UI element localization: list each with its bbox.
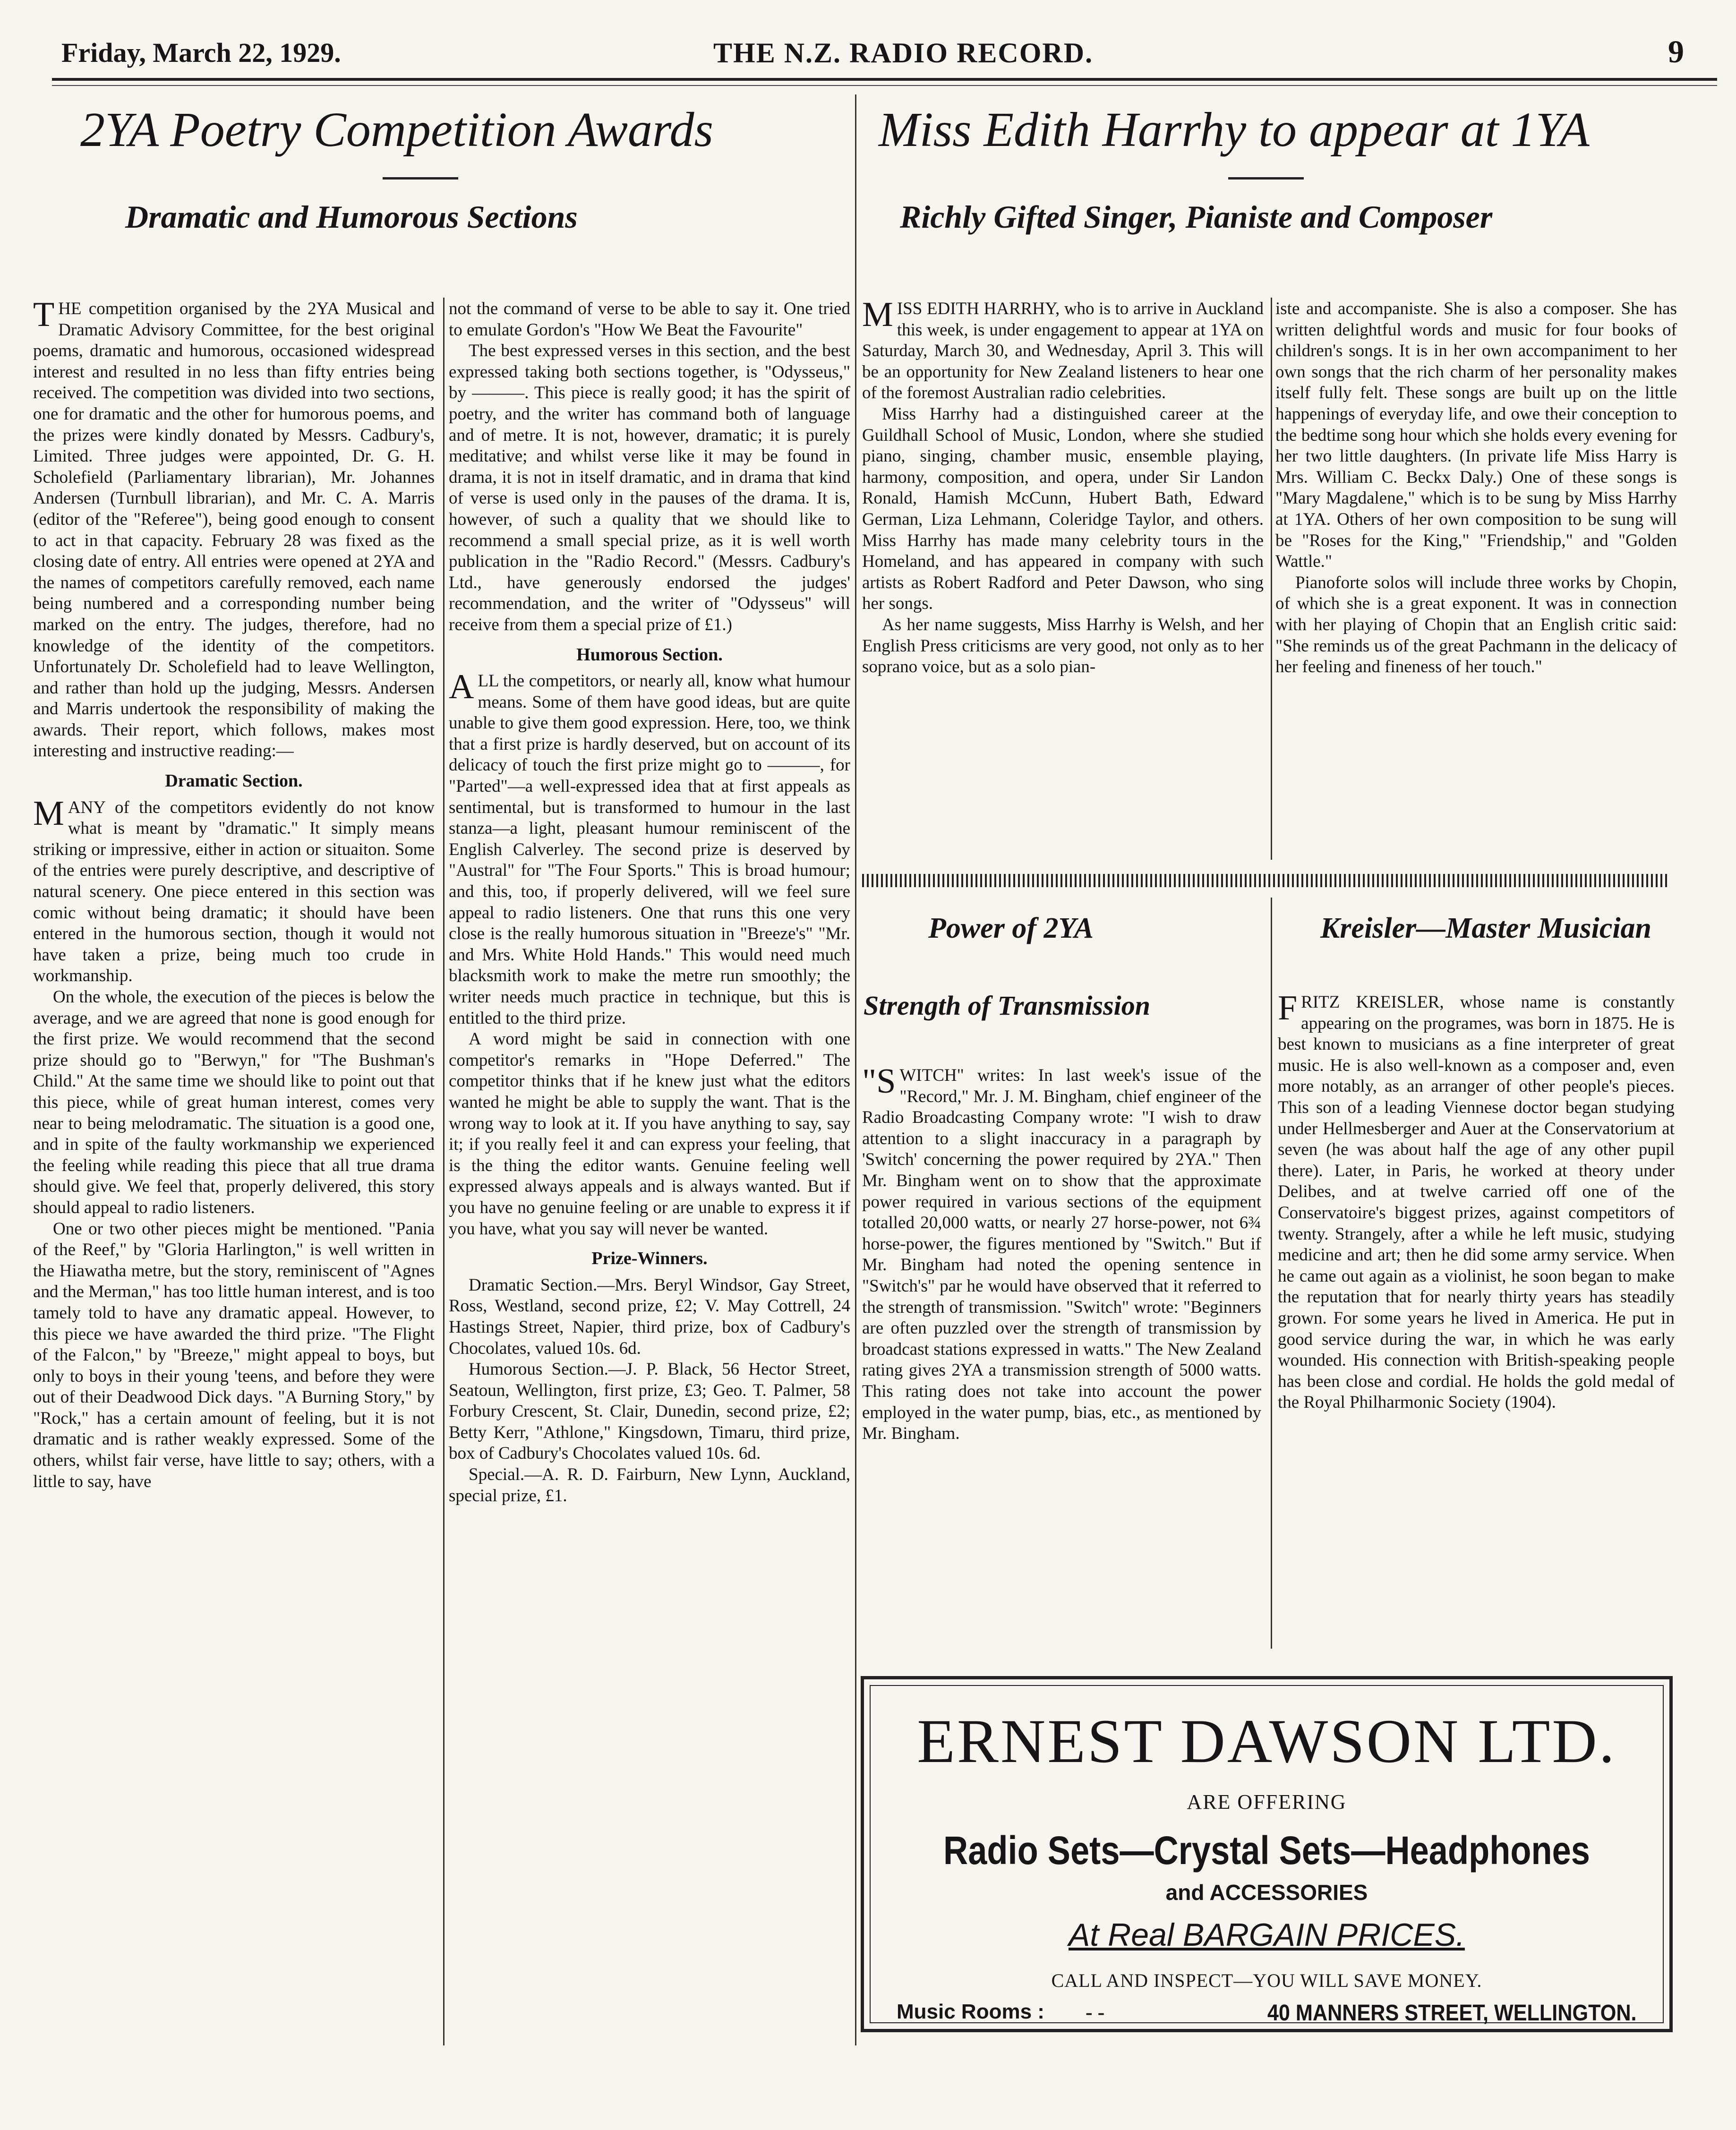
header-rule bbox=[52, 78, 1717, 81]
column-rule bbox=[1271, 298, 1272, 860]
ernest-dawson-advertisement bbox=[861, 1676, 1673, 2032]
drop-cap: F bbox=[1278, 992, 1298, 1027]
kreisler-headline: Kreisler—Master Musician bbox=[1320, 912, 1652, 944]
harrhy-subheadline: Richly Gifted Singer, Pianiste and Composer bbox=[900, 199, 1493, 235]
ad-address: 40 MANNERS STREET, WELLINGTON. bbox=[1267, 2001, 1637, 2026]
harrhy-paragraph: MISS EDITH HARRHY, who is to arrive in Auckland this week, is under engagement to appear at 1YA on Saturday, March 30, and Wednesday, April 3. This will be an opportunity for New Zealand listeners to hear one of the foremost Australian radio celebrities. bbox=[862, 299, 1264, 403]
ad-inner-border bbox=[870, 1685, 1664, 2026]
section-rule bbox=[855, 94, 856, 2045]
ad-music-rooms-dashes: - - bbox=[1086, 2001, 1105, 2024]
section-separator bbox=[862, 874, 1670, 887]
prize-winners-heading: Prize-Winners. bbox=[591, 1249, 708, 1269]
prize-paragraph: Special.—A. R. D. Fairburn, New Lynn, Auckland, special prize, £1. bbox=[449, 1465, 850, 1506]
column-rule bbox=[443, 298, 445, 2045]
poetry-subheadline: Dramatic and Humorous Sections bbox=[125, 199, 578, 235]
power-article bbox=[862, 1065, 1261, 1646]
ad-music-rooms-label: Music Rooms : bbox=[897, 2000, 1044, 2023]
ad-offering: ARE OFFERING bbox=[1187, 1790, 1347, 1813]
drop-cap: A bbox=[449, 667, 474, 707]
harrhy-headline: Miss Edith Harrhy to appear at 1YA bbox=[879, 103, 1590, 157]
harrhy-column-1 bbox=[862, 299, 1264, 858]
power-headline: Power of 2YA bbox=[928, 912, 1094, 944]
headline-divider bbox=[383, 177, 458, 180]
harrhy-paragraph: As her name suggests, Miss Harrhy is Welsh, and her English Press criticisms are very good, not only as to her soprano voice, but as a solo pian- bbox=[862, 615, 1264, 677]
poetry-paragraph: A word might be said in connection with one competitor's remarks in "Hope Deferred." The competitor thinks that if he knew just what the editors wanted he might be able to supply the want. That is the wrong way to look at it. If you have anything to say, say it; if you really feel it and can express your feeling, that is the thing the editor wants. Genuine feeling well expressed always appeals and is always wanted. But if you have no genuine feeling or are unable to express it if you have, what you say will never be wanted. bbox=[449, 1029, 850, 1239]
poetry-paragraph: THE competition organised by the 2YA Musical and Dramatic Advisory Committee, for the best original poems, dramatic and humorous, occasioned widespread interest and resulted in no less than fifty entries being received. The competition was divided into two sections, one for dramatic and the other for humorous poems, and the prizes were kindly donated by Messrs. Cadbury's, Limited. Three judges were appointed, Dr. G. H. Scholefield (Parliamentary librarian), Mr. Johannes Andersen (Turnbull librarian), and Mr. C. A. Marris (editor of the "Referee"), being good enough to consent to act in that capacity. February 28 was fixed as the closing date of entry. All entries were opened at 2YA and the names of competitors carefully removed, each name being numbered and a corresponding number being marked on the entry. The judges, therefore, had no knowledge of the identity of the competitors. Unfortunately Dr. Scholefield had to leave Wellington, and rather than hold up the judging, Messrs. Andersen and Marris undertook the responsibility of making the awards. Their report, which follows, makes most interesting and instructive reading:— bbox=[33, 299, 435, 761]
poetry-paragraph: On the whole, the execution of the pieces is below the average, and we are agreed that none is good enough for the first prize. We would recommend that the second prize should go to "Berwyn," for "The Bushman's Child." At the same time we should like to point out that this piece, while of great human interest, comes very near to being melodramatic. The situation is a good one, and in spite of the faulty workmanship we experienced the feeling while reading this piece that all true drama should give. We feel that, properly delivered, this story should appeal to radio listeners. bbox=[33, 987, 435, 1217]
drop-cap: T bbox=[33, 299, 55, 334]
column-rule bbox=[1271, 898, 1272, 1649]
poetry-paragraph: not the command of verse to be able to say it. One tried to emulate Gordon's "How We Beat the Favourite" bbox=[449, 299, 850, 340]
poetry-paragraph: The best expressed verses in this section, and the best expressed taking both sections together, is "Odysseus," by ———. This piece is really good; it has the spirit of poetry, and the writer has command both of language and of metre. It is not, however, dramatic; it is purely meditative; and whilst verse like it may be found in drama, it is not in itself dramatic, and in drama that kind of verse is used only in the pauses of the drama. It is, however, of such a quality that we should like to recommend a small special prize, as it is well worth publication in the "Radio Record." (Messrs. Cadbury's Ltd., have generously endorsed the judges' recommendation, and the writer of "Odysseus" will receive from them a special prize of £1.) bbox=[449, 341, 850, 634]
power-paragraph: "SWITCH" writes: In last week's issue of the "Record," Mr. J. M. Bingham, chief engineer of the Radio Broadcasting Company wrote: "I wish to draw attention to a slight inaccuracy in a paragraph by 'Switch' concerning the power required by 2YA." Then Mr. Bingham went on to show that the approximate power required in various sections of the equipment totalled 20,000 watts, or nearly 27 horse-power, not 6¾ horse-power, the figures mentioned by "Switch." But if Mr. Bingham had noted the opening sentence in "Switch's" par he would have observed that it referred to the strength of transmission. "Switch" wrote: "Beginners are often puzzled over the strength of transmission by broadcast stations expressed in watts." The New Zealand rating gives 2YA a transmission strength of 5000 watts. This rating does not take into account the power employed in the water pump, bias, etc., as mentioned by Mr. Bingham. bbox=[862, 1065, 1261, 1444]
poetry-paragraph: MANY of the competitors evidently do not know what is meant by "dramatic." It simply means striking or impressive, either in action or situaiton. Some of the entries were purely descriptive, and descriptive of natural scenery. One piece entered in this section was comic without being dramatic; it should have been entered in the humorous section, though it would not have taken a prize, being much too crude in workmanship. bbox=[33, 794, 435, 986]
ad-products: Radio Sets—Crystal Sets—Headphones bbox=[943, 1828, 1590, 1873]
kreisler-article bbox=[1278, 992, 1675, 1646]
ad-bargain: At Real BARGAIN PRICES. bbox=[1069, 1917, 1465, 1953]
headline-divider bbox=[1228, 177, 1304, 180]
drop-cap: "S bbox=[862, 1065, 896, 1101]
poetry-paragraph: One or two other pieces might be mentioned. "Pania of the Reef," by "Gloria Harlington," is well written in the Hiawatha metre, but the story, reminiscent of "Agnes and the Merman," has too little human interest, and is too tamely told to have any dramatic appeal. However, to this piece we have awarded the third prize. "The Flight of the Falcon," by "Breeze," might appeal to boys, but only to boys in their young 'teens, and before they were out of their Deadwood Dick days. "A Burning Story," by "Rock," has a certain amount of feeling, but it is not dramatic and is rather weakly expressed. Some of the others, whilst fair verse, have little to say; others, with a little to say, have bbox=[33, 1219, 435, 1491]
poetry-paragraph: ALL the competitors, or nearly all, know what humour means. Some of them have good ideas, but are quite unable to give them good expression. Here, too, we think that a first prize is hardly deserved, but on account of its delicacy of touch the first prize might go to ———, for "Parted"—a well-expressed idea that at first appeals as sentimental, but is transformed to humour in the last stanza—a light, pleasant humour reminiscent of the English Calverley. The second prize is deserved by "Austral" for "The Four Sports." This is broad humour; and this, too, if properly delivered, will we feel sure appeal to radio listeners. One that runs this one very close is the really humorous situation in "Breeze's" "Mr. and Mrs. White Hold Hands." This would need much blacksmith work to make the metre run smoothly; the writer needs much practice in technique, but this is entitled to the third prize. bbox=[449, 667, 850, 1028]
harrhy-paragraph: Pianoforte solos will include three works by Chopin, of which she is a great exponent. It was in connection with her playing of Chopin that an English critic said: "She reminds us of the great Pachmann in the delicacy of her feeling and fineness of her touch." bbox=[1275, 573, 1677, 677]
drop-cap: M bbox=[862, 299, 893, 334]
harrhy-paragraph: iste and accompaniste. She is also a composer. She has written delightful words and music for four books of children's songs. It is in her own accompaniment to her own songs that the rich charm of her personality makes itself fully felt. These songs are built up on the little happenings of everyday life, and owe their conception to the bedtime song hour which she holds every evening for her two little daughters. (In private life Miss Harry is Mrs. William C. Beckx Daly.) One of these songs is "Mary Magdalene," which is to be sung by Miss Harrhy at 1YA. Others of her own composition to be sung will be "Roses for the King," "Friendship," and "Golden Wattle." bbox=[1275, 299, 1677, 572]
drop-cap: M bbox=[33, 794, 64, 833]
poetry-column-2 bbox=[449, 299, 850, 2049]
ad-call-to-action: CALL AND INSPECT—YOU WILL SAVE MONEY. bbox=[1051, 1970, 1482, 1991]
power-subheadline: Strength of Transmission bbox=[864, 990, 1151, 1021]
humorous-section-heading: Humorous Section. bbox=[576, 644, 723, 665]
dramatic-section-heading: Dramatic Section. bbox=[165, 771, 303, 791]
prize-paragraph: Dramatic Section.—Mrs. Beryl Windsor, Gay Street, Ross, Westland, second prize, £2; V. May Cottrell, 24 Hastings Street, Napier, third prize, box of Cadbury's Chocolates, valued 10s. 6d. bbox=[449, 1275, 850, 1358]
issue-date: Friday, March 22, 1929. bbox=[61, 37, 341, 68]
header-rule-thin bbox=[52, 85, 1717, 86]
poetry-column-1 bbox=[33, 299, 435, 2049]
prize-paragraph: Humorous Section.—J. P. Black, 56 Hector Street, Seatoun, Wellington, first prize, £3; Geo. T. Palmer, 58 Forbury Crescent, St. Clair, Dunedin, second prize, £2; Betty Kerr, "Athlone," Kingsdown, Timaru, third prize, box of Cadbury's Chocolates valued 10s. 6d. bbox=[449, 1360, 850, 1463]
page-header bbox=[52, 33, 1708, 76]
harrhy-column-2 bbox=[1275, 299, 1677, 858]
kreisler-paragraph: FRITZ KREISLER, whose name is constantly appearing on the programes, was born in 1875. He is best known to musicians as a fine interpreter of great music. He is also well-known as a composer and, even more notably, as an arranger of other people's pieces. This son of a leading Viennese doctor began studying under Hellmesberger and Auer at the Conservatorium at seven (he was about half the age of any other pupil there). Later, in Paris, he worked at theory under Delibes, and at twelve carried off one of the Conservatoire's biggest prizes, against competitors of twenty. Strangely, after a while he left music, studying medicine and art; then he did some army service. When he came out again as a violinist, he soon began to make the reputation that for nearly thirty years has steadily grown. For some years he lived in America. He put in good service during the war, in which he was early wounded. His connection with British-speaking people has been close and cordial. He holds the gold medal of the Royal Philharmonic Society (1904). bbox=[1278, 992, 1675, 1412]
page-number: 9 bbox=[1668, 34, 1684, 69]
poetry-headline: 2YA Poetry Competition Awards bbox=[80, 103, 714, 157]
ad-company-name: ERNEST DAWSON LTD. bbox=[917, 1706, 1616, 1776]
masthead: THE N.Z. RADIO RECORD. bbox=[713, 37, 1094, 68]
ad-accessories: and ACCESSORIES bbox=[1165, 1880, 1368, 1905]
harrhy-paragraph: Miss Harrhy had a distinguished career at the Guildhall School of Music, London, where she studied piano, singing, chamber music, ensemble playing, harmony, composition, and opera, under Sir Landon Ronald, Hamish McCunn, Hubert Bath, Edward German, Liza Lehmann, Coleridge Taylor, and others. Miss Harrhy has made many celebrity tours in the Homeland, and has appeared in company with such artists as Robert Radford and Peter Dawson, who sing her songs. bbox=[862, 404, 1264, 614]
